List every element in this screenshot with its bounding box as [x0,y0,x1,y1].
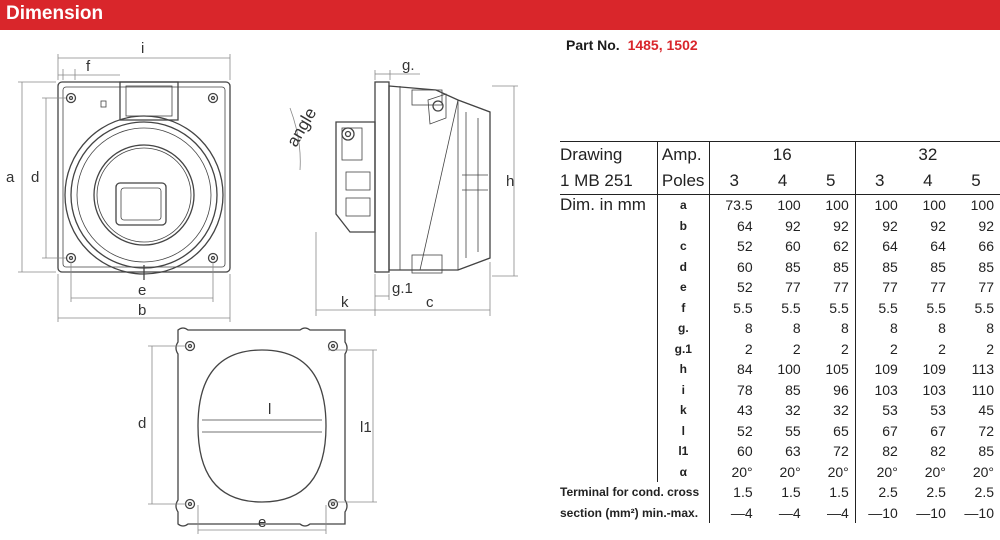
table-row [560,421,1000,442]
side-view-drawing [336,82,490,273]
dimension-value: 67 [930,422,946,439]
dimension-value: 8 [709,318,758,339]
dimension-value: 85 [930,258,946,275]
dimension-value: 85 [978,443,994,460]
dimension-value: 32 [785,402,801,419]
terminal-min-value: 2.5 [926,484,946,501]
dimension-value: 85 [855,257,904,278]
dimension-key: i [657,380,709,401]
dimension-value: 43 [709,400,758,421]
terminal-label-1: Terminal for cond. cross [560,485,700,500]
terminal-max-value: —4 [778,504,801,521]
dimension-value: 84 [709,359,758,380]
dimension-value: 20° [709,462,758,483]
table-row [560,359,1000,380]
dimension-value: 100 [922,197,946,214]
dimension-value: 77 [930,279,946,296]
dimension-value: 2 [986,340,994,357]
header-row-amp [560,142,1000,169]
empty-label-cell [560,339,657,360]
dimension-value: 60 [709,441,758,462]
dimension-value: 32 [833,402,849,419]
part-number-label: Part No. [566,37,620,53]
dimension-value: 92 [785,217,801,234]
dimension-value: 20° [924,463,946,480]
dimension-key: b [657,216,709,237]
dimension-value: 72 [978,422,994,439]
dimension-value: 77 [978,279,994,296]
terminal-label-2: section (mm²) min.-max. [560,505,699,520]
dimension-value: 100 [970,197,994,214]
terminal-row-max [560,503,1000,524]
front-view-drawing [58,82,230,280]
dimension-value: 85 [978,258,994,275]
dimension-value: 5.5 [926,299,946,316]
dimension-value: 2 [709,339,758,360]
dimension-value: 2 [792,340,801,357]
terminal-min-value: 1.5 [709,482,758,503]
dimension-value: 82 [855,441,904,462]
dimension-table [560,141,1000,523]
empty-label-cell [560,298,657,319]
cutout-view-dimension-lines [148,346,377,534]
empty-label-cell [560,400,657,421]
section-title: Dimension [6,3,104,24]
dimension-value: 2 [938,340,946,357]
dimension-value: 2 [840,340,849,357]
dimension-value: 5.5 [709,298,758,319]
table-row [560,339,1000,360]
dimension-key: k [657,400,709,421]
front-label-a: a [6,169,15,186]
table-row [560,462,1000,483]
dimension-value: 63 [785,443,801,460]
poles-label: Poles [657,168,709,195]
front-label-e: e [138,282,147,299]
dimension-value: 100 [825,197,849,214]
dimension-value: 60 [709,257,758,278]
table-row [560,216,1000,237]
drawing-code: 1 MB 251 [560,168,657,195]
empty-label-cell [560,216,657,237]
dimension-value: 113 [971,361,994,378]
pole-value: 4 [759,168,807,195]
dimension-value: 8 [986,320,994,337]
dimension-value: 67 [855,421,904,442]
side-label-c: c [426,294,434,311]
pole-value: 5 [807,168,856,195]
dimension-value: 92 [978,217,994,234]
dimension-value: 5.5 [829,299,849,316]
dimension-value: 77 [785,279,801,296]
dimension-value: 8 [938,320,946,337]
dimension-value: 77 [855,277,904,298]
table-row [560,277,1000,298]
dimension-key: α [657,462,709,483]
dimension-value: 109 [922,361,946,378]
front-label-f: f [86,58,91,75]
dimension-key: f [657,298,709,319]
dimension-value: 5.5 [781,299,801,316]
terminal-min-value: 1.5 [829,484,849,501]
header-row-poles [560,168,1000,195]
pole-value: 3 [855,168,904,195]
terminal-min-value: 2.5 [855,482,904,503]
table-row [560,441,1000,462]
table-row [560,236,1000,257]
drawing-label: Drawing [560,142,657,169]
dimension-value: 105 [825,361,849,378]
terminal-max-value: —4 [826,504,849,521]
dimension-value: 8 [855,318,904,339]
dimension-value: 65 [833,422,849,439]
empty-label-cell [560,277,657,298]
dimension-value: 64 [930,238,946,255]
dimension-value: 110 [971,381,994,398]
side-label-g1: g.1 [392,280,413,297]
empty-label-cell [560,236,657,257]
terminal-max-value: —10 [855,503,904,524]
table-row [560,257,1000,278]
dimension-key: d [657,257,709,278]
dimension-value: 85 [833,258,849,275]
side-label-h: h [506,173,515,190]
cutout-label-d: d [138,415,147,432]
dimension-key: c [657,236,709,257]
dimension-key: l [657,421,709,442]
table-row [560,400,1000,421]
empty-label-cell [560,318,657,339]
terminal-min-value: 2.5 [974,484,994,501]
dimension-value: 62 [833,238,849,255]
dimension-value: 73.5 [709,195,758,216]
dimension-value: 52 [709,236,758,257]
dimension-value: 85 [785,258,801,275]
cutout-label-e: e [258,514,267,531]
terminal-max-value: —4 [709,503,758,524]
dimension-value: 45 [978,402,994,419]
terminal-row-min [560,482,1000,503]
dimension-value: 20° [779,463,801,480]
dimension-value: 109 [855,359,904,380]
dimension-value: 20° [972,463,994,480]
dimension-value: 100 [777,361,801,378]
dimension-value: 72 [833,443,849,460]
terminal-max-value: —10 [964,504,994,521]
table-row [560,298,1000,319]
cutout-label-l: l [268,401,272,418]
empty-label-cell [560,421,657,442]
dimension-value: 53 [930,402,946,419]
table-row [560,380,1000,401]
dimension-value: 64 [855,236,904,257]
amp-32: 32 [855,142,1000,169]
dimension-key: a [657,195,709,216]
table-row [560,195,1000,216]
dimension-value: 64 [709,216,758,237]
dimension-key: l1 [657,441,709,462]
dimension-value: 53 [855,400,904,421]
dimension-value: 92 [833,217,849,234]
dimension-value: 92 [855,216,904,237]
dimension-value: 8 [840,320,849,337]
pole-value: 5 [952,168,1000,195]
dimension-value: 60 [785,238,801,255]
dimension-value: 82 [930,443,946,460]
pole-value: 3 [709,168,758,195]
empty-label-cell [560,380,657,401]
empty-label-cell [560,359,657,380]
terminal-max-value: —10 [916,504,946,521]
dim-label: Dim. in mm [560,195,646,215]
terminal-min-value: 1.5 [781,484,801,501]
dimension-value: 78 [709,380,758,401]
dimension-value: 20° [855,462,904,483]
part-number-value: 1485, 1502 [627,37,698,53]
dimension-value: 77 [833,279,849,296]
empty-label-cell [560,462,657,483]
dimension-value: 96 [833,381,849,398]
empty-label-cell [560,441,657,462]
dimension-key: h [657,359,709,380]
dimension-key: g. [657,318,709,339]
side-label-angle: angle [283,104,321,150]
amp-16: 16 [709,142,855,169]
dimension-value: 52 [709,277,758,298]
dimension-value: 85 [785,381,801,398]
dimension-value: 103 [855,380,904,401]
dimension-value: 8 [792,320,801,337]
dimension-key: e [657,277,709,298]
dimension-value: 66 [978,238,994,255]
cutout-label-l1: l1 [360,419,372,436]
dimension-value: 100 [855,195,904,216]
dimension-value: 20° [827,463,849,480]
side-label-k: k [341,294,349,311]
front-label-i: i [141,40,145,57]
dimension-value: 103 [922,381,946,398]
cutout-view-drawing [176,328,347,526]
front-label-b: b [138,302,147,319]
table-row [560,318,1000,339]
dimension-key: g.1 [657,339,709,360]
side-label-g: g. [402,57,415,74]
dimension-value: 2 [855,339,904,360]
front-label-d: d [31,169,40,186]
pole-value: 4 [904,168,952,195]
dimension-value: 92 [930,217,946,234]
dimension-value: 5.5 [855,298,904,319]
dimension-value: 5.5 [974,299,994,316]
amp-label: Amp. [657,142,709,169]
dimension-value: 52 [709,421,758,442]
dimension-value: 100 [777,197,801,214]
empty-label-cell [560,257,657,278]
dimension-value: 55 [785,422,801,439]
